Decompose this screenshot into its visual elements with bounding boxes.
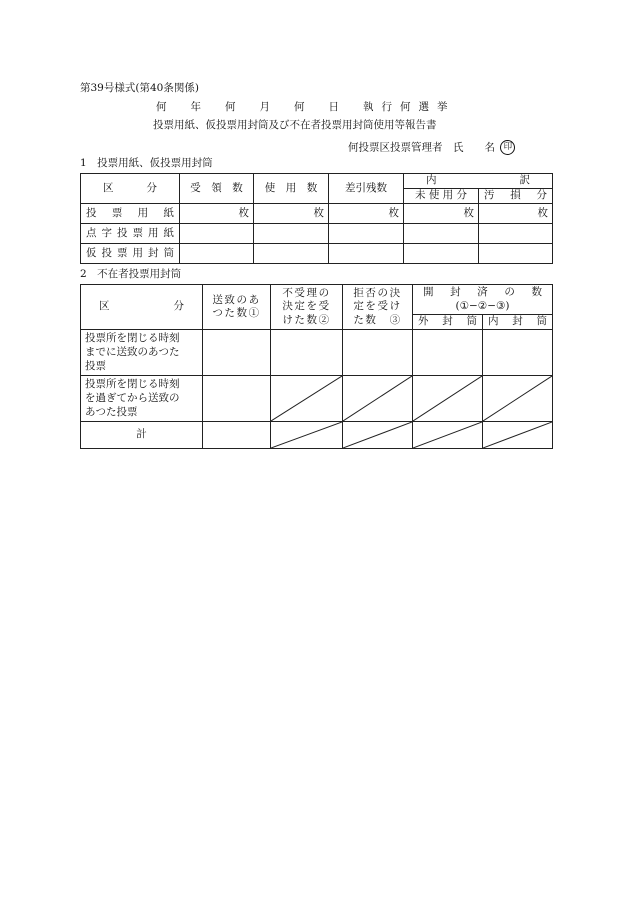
empty-cell[interactable] [404,244,479,264]
refused-header: 拒否の決 定を受け た数 ③ [343,285,413,330]
seal-mark: 印 [500,140,515,155]
remaining-header: 差引残数 [329,174,404,204]
table-row [81,421,553,448]
opened-header: 開 封 済 の 数 (①−②−③) [413,285,553,315]
election-word: 何 [400,101,411,113]
empty-cell[interactable] [254,224,329,244]
election-word: 執 [363,101,374,113]
row-label: 仮 投 票 用 封 筒 [81,244,180,264]
table-row [81,330,553,376]
unused-header: 未 使 用 分 [404,189,479,204]
empty-cell[interactable] [203,330,271,376]
row-label: 投票所を閉じる時刻 までに送致のあつた 投票 [81,330,203,376]
election-word: 何 [156,101,167,113]
empty-cell[interactable] [329,244,404,264]
breakdown-header: 内 訳 [404,174,553,189]
row-label: 投 票 用 紙 [81,204,180,224]
election-word: 何 [225,101,236,113]
diagonal-cell [343,421,413,448]
report-title: 投票用紙、仮投票用封筒及び不在者投票用封筒使用等報告書 [153,119,437,131]
diagonal-cell [483,421,553,448]
empty-cell[interactable] [180,224,254,244]
empty-cell[interactable] [483,330,553,376]
rejected-header: 不受理の 決定を受 けた数② [271,285,343,330]
empty-cell[interactable] [479,224,553,244]
inner-envelope-header: 内 封 筒 [483,315,553,330]
empty-cell[interactable] [203,375,271,421]
unit-cell[interactable]: 枚 [479,204,553,224]
diagonal-cell [413,375,483,421]
table-row [81,224,553,244]
damaged-header: 汚 損 分 [479,189,553,204]
unit-cell[interactable]: 枚 [329,204,404,224]
received-header: 受 領 数 [180,174,254,204]
unit-cell[interactable]: 枚 [180,204,254,224]
row-label: 点 字 投 票 用 紙 [81,224,180,244]
section1-heading: 1 投票用紙、仮投票用封筒 [80,157,213,169]
sent-header: 送致のあ つた数① [203,285,271,330]
unit-cell[interactable]: 枚 [404,204,479,224]
empty-cell[interactable] [329,224,404,244]
diagonal-cell [271,421,343,448]
outer-envelope-header: 外 封 筒 [413,315,483,330]
form-number: 第39号様式(第40条関係) [80,82,199,94]
total-label: 計 [81,421,203,448]
election-word: 挙 [437,101,448,113]
table-row [81,244,553,264]
ballot-paper-table [80,173,553,264]
election-title [156,102,448,113]
empty-cell[interactable] [413,330,483,376]
row-label: 投票所を閉じる時刻 を過ぎてから送致の あつた投票 [81,375,203,421]
election-word: 行 [381,101,392,113]
empty-cell[interactable] [254,244,329,264]
absentee-envelope-table [80,284,553,449]
section2-heading: 2 不在者投票用封筒 [80,268,182,280]
empty-cell[interactable] [404,224,479,244]
empty-cell[interactable] [479,244,553,264]
empty-cell[interactable] [343,330,413,376]
manager-signature-line [348,140,515,155]
empty-cell[interactable] [180,244,254,264]
election-word: 月 [259,101,270,113]
manager-label: 何投票区投票管理者 氏 名 [348,141,495,154]
diagonal-cell [483,375,553,421]
election-word: 年 [190,101,201,113]
election-word: 選 [418,101,429,113]
diagonal-cell [343,375,413,421]
kubun-header: 区 分 [81,285,203,330]
table-row [81,375,553,421]
kubun-header: 区 分 [81,174,180,204]
election-word: 日 [328,101,339,113]
used-header: 使 用 数 [254,174,329,204]
empty-cell[interactable] [203,421,271,448]
diagonal-cell [413,421,483,448]
unit-cell[interactable]: 枚 [254,204,329,224]
election-word: 何 [294,101,305,113]
table-row [81,204,553,224]
diagonal-cell [271,375,343,421]
empty-cell[interactable] [271,330,343,376]
